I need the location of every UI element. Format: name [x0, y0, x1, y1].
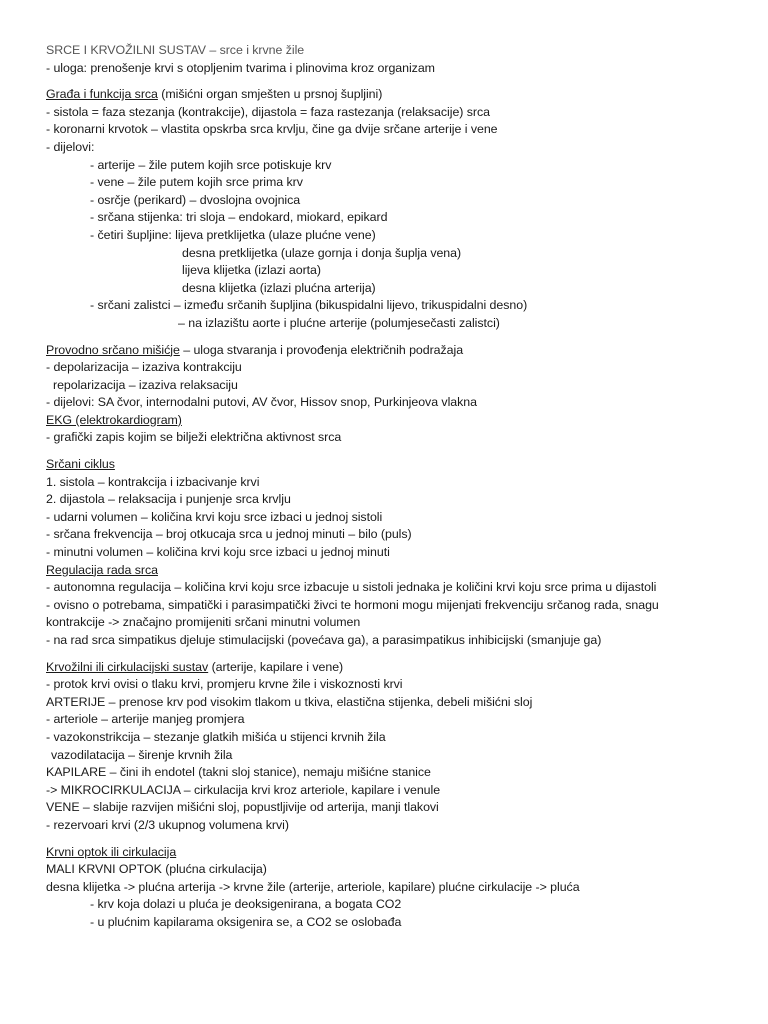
heading-note: – uloga stvaranja i provođenja električnih podražaja	[179, 342, 464, 357]
text-line: - ovisno o potrebama, simpatički i parasimpatički živci te hormoni mogu mijenjati frekvenciju srčanog rada, snagu	[46, 597, 659, 612]
document-title: SRCE I KRVOŽILNI SUSTAV – srce i krvne žile	[46, 43, 305, 57]
text-line: - dijelovi:	[46, 139, 95, 154]
intro-line: - uloga: prenošenje krvi s otopljenim tvarima i plinovima kroz organizam	[46, 60, 435, 75]
list-item: – na izlazištu aorte i plućne arterije (polumjesečasti zalistci)	[178, 315, 500, 330]
list-item: - srčana stijenka: tri sloja – endokard, miokard, epikard	[90, 210, 388, 225]
section-heading-line	[46, 456, 758, 474]
subsection-heading: Regulacija rada srca	[46, 562, 158, 577]
list-item: - srčani zalistci – između srčanih šupljina (bikuspidalni lijevo, trikuspidalni desno)	[90, 298, 528, 313]
section-heading-line	[46, 844, 758, 862]
text-line: - grafički zapis kojim se bilježi električna aktivnost srca	[46, 430, 342, 445]
section-heading: Krvožilni ili cirkulacijski sustav	[46, 659, 209, 674]
subsection-heading: EKG (elektrokardiogram)	[46, 412, 182, 427]
section-heading: Srčani ciklus	[46, 457, 115, 472]
text-line: 2. dijastola – relaksacija i punjenje srca krvlju	[46, 492, 291, 507]
text-line: - autonomna regulacija – količina krvi koju srce izbacuje u sistoli jednaka je količini krvi koju srce prima u dijastoli	[46, 580, 657, 595]
text-line: - arteriole – arterije manjeg promjera	[46, 712, 245, 727]
section-heading: Građa i funkcija srca	[46, 87, 158, 102]
text-line: - sistola = faza stezanja (kontrakcije), dijastola = faza rastezanja (relaksacije) srca	[46, 104, 490, 119]
heading-note: (mišićni organ smješten u prsnoj šupljini)	[157, 87, 383, 102]
section-heading: Krvni optok ili cirkulacija	[46, 844, 177, 859]
text-line: KAPILARE – čini ih endotel (takni sloj stanice), nemaju mišićne stanice	[46, 765, 431, 780]
text-line: - rezervoari krvi (2/3 ukupnog volumena krvi)	[46, 817, 289, 832]
text-line: MALI KRVNI OPTOK (plućna cirkulacija)	[46, 862, 267, 877]
list-item: - osrčje (perikard) – dvoslojna ovojnica	[90, 192, 301, 207]
subsection-heading-line	[46, 562, 758, 580]
document-page	[46, 42, 758, 932]
text-line: - protok krvi ovisi o tlaku krvi, promjeru krvne žile i viskoznosti krvi	[46, 677, 403, 692]
text-line: - dijelovi: SA čvor, internodalni putovi, AV čvor, Hissov snop, Purkinjeova vlakna	[46, 395, 477, 410]
text-line: 1. sistola – kontrakcija i izbacivanje krvi	[46, 474, 260, 489]
text-line: - na rad srca simpatikus djeluje stimulacijski (povećava ga), a parasimpatikus inhibicijski (smanjuje ga)	[46, 633, 602, 647]
list-item: - krv koja dolazi u pluća je deoksigenirana, a bogata CO2	[90, 897, 402, 912]
list-item: - arterije – žile putem kojih srce potiskuje krv	[90, 157, 332, 172]
list-item: desna klijetka (izlazi plućna arterija)	[182, 280, 376, 295]
list-item: - četiri šupljine: lijeva pretklijetka (ulaze plućne vene)	[90, 227, 376, 242]
text-line: repolarizacija – izaziva relaksaciju	[53, 377, 238, 392]
section-heading-line	[46, 659, 758, 677]
subsection-heading-line	[46, 412, 758, 430]
list-item: - u plućnim kapilarama oksigenira se, a CO2 se oslobađa	[90, 914, 402, 929]
text-line: - srčana frekvencija – broj otkucaja srca u jednoj minuti – bilo (puls)	[46, 527, 412, 542]
section-heading-line	[46, 342, 758, 360]
text-line: ARTERIJE – prenose krv pod visokim tlakom u tkiva, elastična stijenka, debeli mišićni sloj	[46, 694, 533, 709]
text-line: desna klijetka -> plućna arterija -> krvne žile (arterije, arteriole, kapilare) plućne cirkulacije -> pluća	[46, 879, 580, 894]
text-line: - minutni volumen – količina krvi koju srce izbaci u jednoj minuti	[46, 545, 390, 560]
text-line: vazodilatacija – širenje krvnih žila	[51, 747, 233, 762]
section-heading: Provodno srčano mišićje	[46, 342, 180, 357]
text-line: - koronarni krvotok – vlastita opskrba srca krvlju, čine ga dvije srčane arterije i vene	[46, 122, 498, 137]
text-line: -> MIKROCIRKULACIJA – cirkulacija krvi kroz arteriole, kapilare i venule	[46, 782, 441, 797]
text-line: - depolarizacija – izaziva kontrakciju	[46, 360, 242, 375]
text-line: - udarni volumen – količina krvi koju srce izbaci u jednoj sistoli	[46, 509, 383, 524]
heading-note: (arterije, kapilare i vene)	[208, 659, 344, 674]
list-item: desna pretklijetka (ulaze gornja i donja šuplja vena)	[182, 245, 462, 260]
text-line: VENE – slabije razvijen mišićni sloj, popustljivije od arterija, manji tlakovi	[46, 800, 439, 815]
text-line: - vazokonstrikcija – stezanje glatkih mišića u stijenci krvnih žila	[46, 729, 386, 744]
section-heading-line	[46, 86, 758, 104]
text-line: kontrakcije -> značajno promijeniti srčani minutni volumen	[46, 615, 361, 630]
list-item: lijeva klijetka (izlazi aorta)	[182, 263, 321, 278]
list-item: - vene – žile putem kojih srce prima krv	[90, 175, 303, 190]
